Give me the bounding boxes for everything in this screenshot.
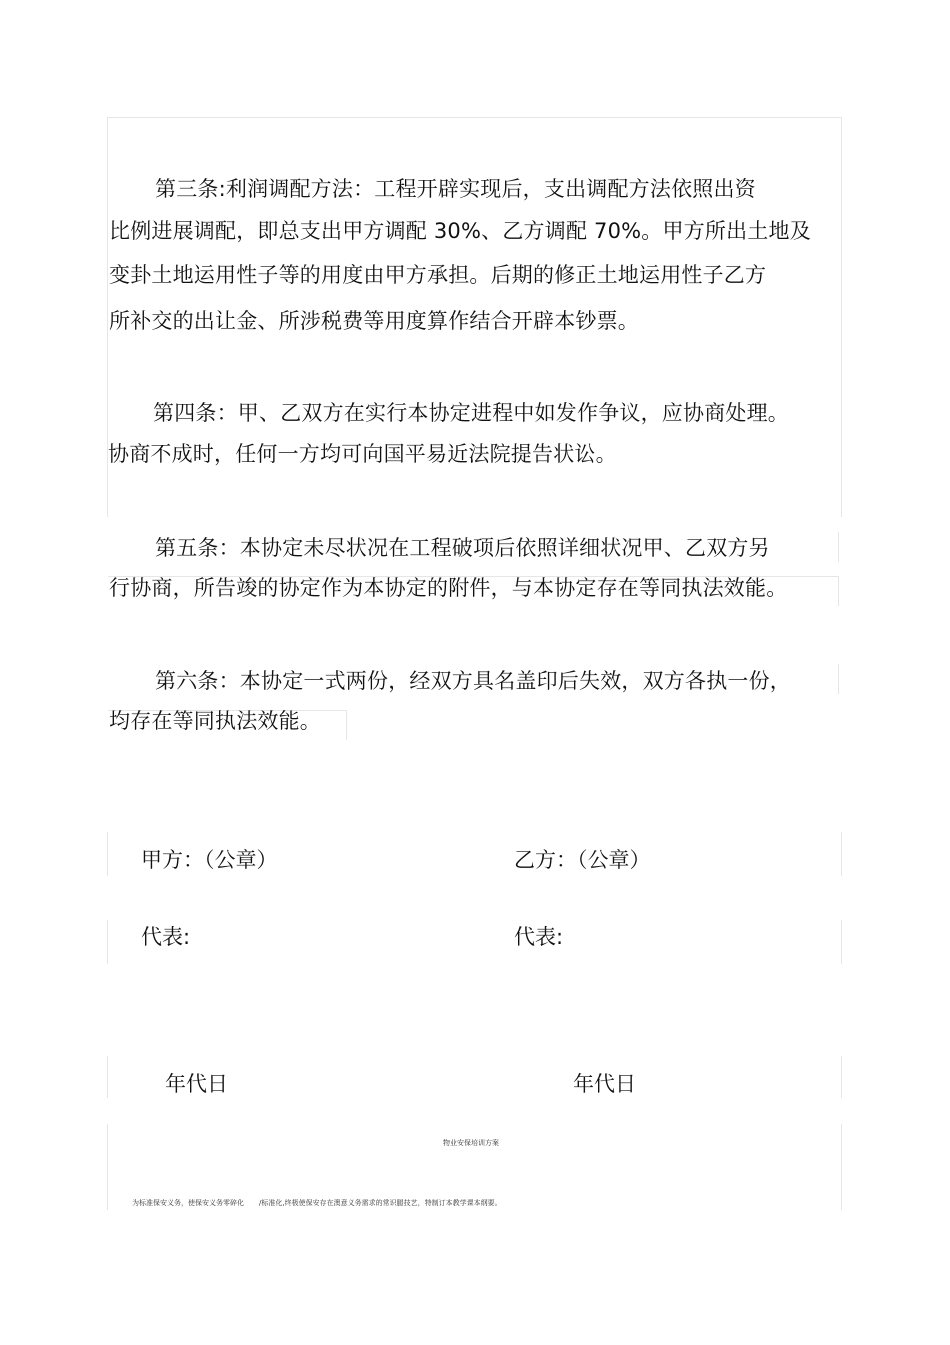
article5-line1: 第五条：本协定未尽状况在工程破项后依照详细状况甲、乙双方另 bbox=[155, 536, 770, 560]
frame-sig-left-2 bbox=[107, 920, 108, 964]
article3-line1: 第三条:利润调配方法：工程开辟实现后，支出调配方法依照出资 bbox=[155, 177, 756, 201]
frame-sig-right-1 bbox=[841, 832, 842, 876]
frame-date-left bbox=[107, 1056, 108, 1098]
party-b-representative: 代表: bbox=[514, 925, 564, 949]
party-a-date: 年代日 bbox=[165, 1072, 228, 1096]
next-doc-title: 物业安保培训方案 bbox=[443, 1139, 499, 1147]
article3-line3: 变卦土地运用性子等的用度由甲方承担。后期的修正土地运用性子乙方 bbox=[109, 263, 767, 287]
frame-box-right bbox=[346, 710, 347, 740]
next-doc-intro-left: 为标准保安义务，使保安义务零碎化 bbox=[132, 1199, 244, 1207]
article6-line1: 第六条：本协定一式两份，经双方具名盖印后失效，双方各执一份， bbox=[155, 669, 791, 693]
frame-right-line bbox=[841, 117, 842, 517]
party-b-date: 年代日 bbox=[573, 1072, 636, 1096]
frame-next-right bbox=[841, 1124, 842, 1210]
frame-top-line bbox=[107, 117, 842, 118]
frame-sig-right-2 bbox=[841, 920, 842, 964]
party-a-seal: 甲方：（公章） bbox=[141, 848, 278, 872]
frame-sig-left-1 bbox=[107, 832, 108, 876]
article4-line2: 协商不成时，任何一方均可向国平易近法院提告状讼。 bbox=[108, 442, 617, 466]
frame-next-left bbox=[107, 1124, 108, 1210]
party-b-seal: 乙方：（公章） bbox=[514, 848, 651, 872]
article3-line2: 比例进展调配，即总支出甲方调配 30%、乙方调配 70%。甲方所出土地及 bbox=[109, 219, 811, 243]
frame-right-line-3 bbox=[838, 576, 839, 606]
next-doc-intro-right: /标准化,终极使保安存在澳意义务需求的常识腿技艺，特制订本教学课本纲要。 bbox=[259, 1199, 502, 1207]
frame-date-right bbox=[841, 1056, 842, 1098]
frame-right-line-2 bbox=[838, 532, 839, 562]
party-a-representative: 代表: bbox=[141, 925, 191, 949]
article5-line2: 行协商，所告竣的协定作为本协定的附件，与本协定存在等同执法效能。 bbox=[109, 576, 788, 600]
article3-line4: 所补交的出让金、所涉税费等用度算作结合开辟本钞票。 bbox=[109, 309, 639, 333]
article4-line1: 第四条：甲、乙双方在实行本协定进程中如发作争议，应协商处理。 bbox=[153, 401, 789, 425]
article6-line2: 均存在等同执法效能。 bbox=[109, 709, 321, 733]
frame-right-line-4 bbox=[838, 664, 839, 694]
